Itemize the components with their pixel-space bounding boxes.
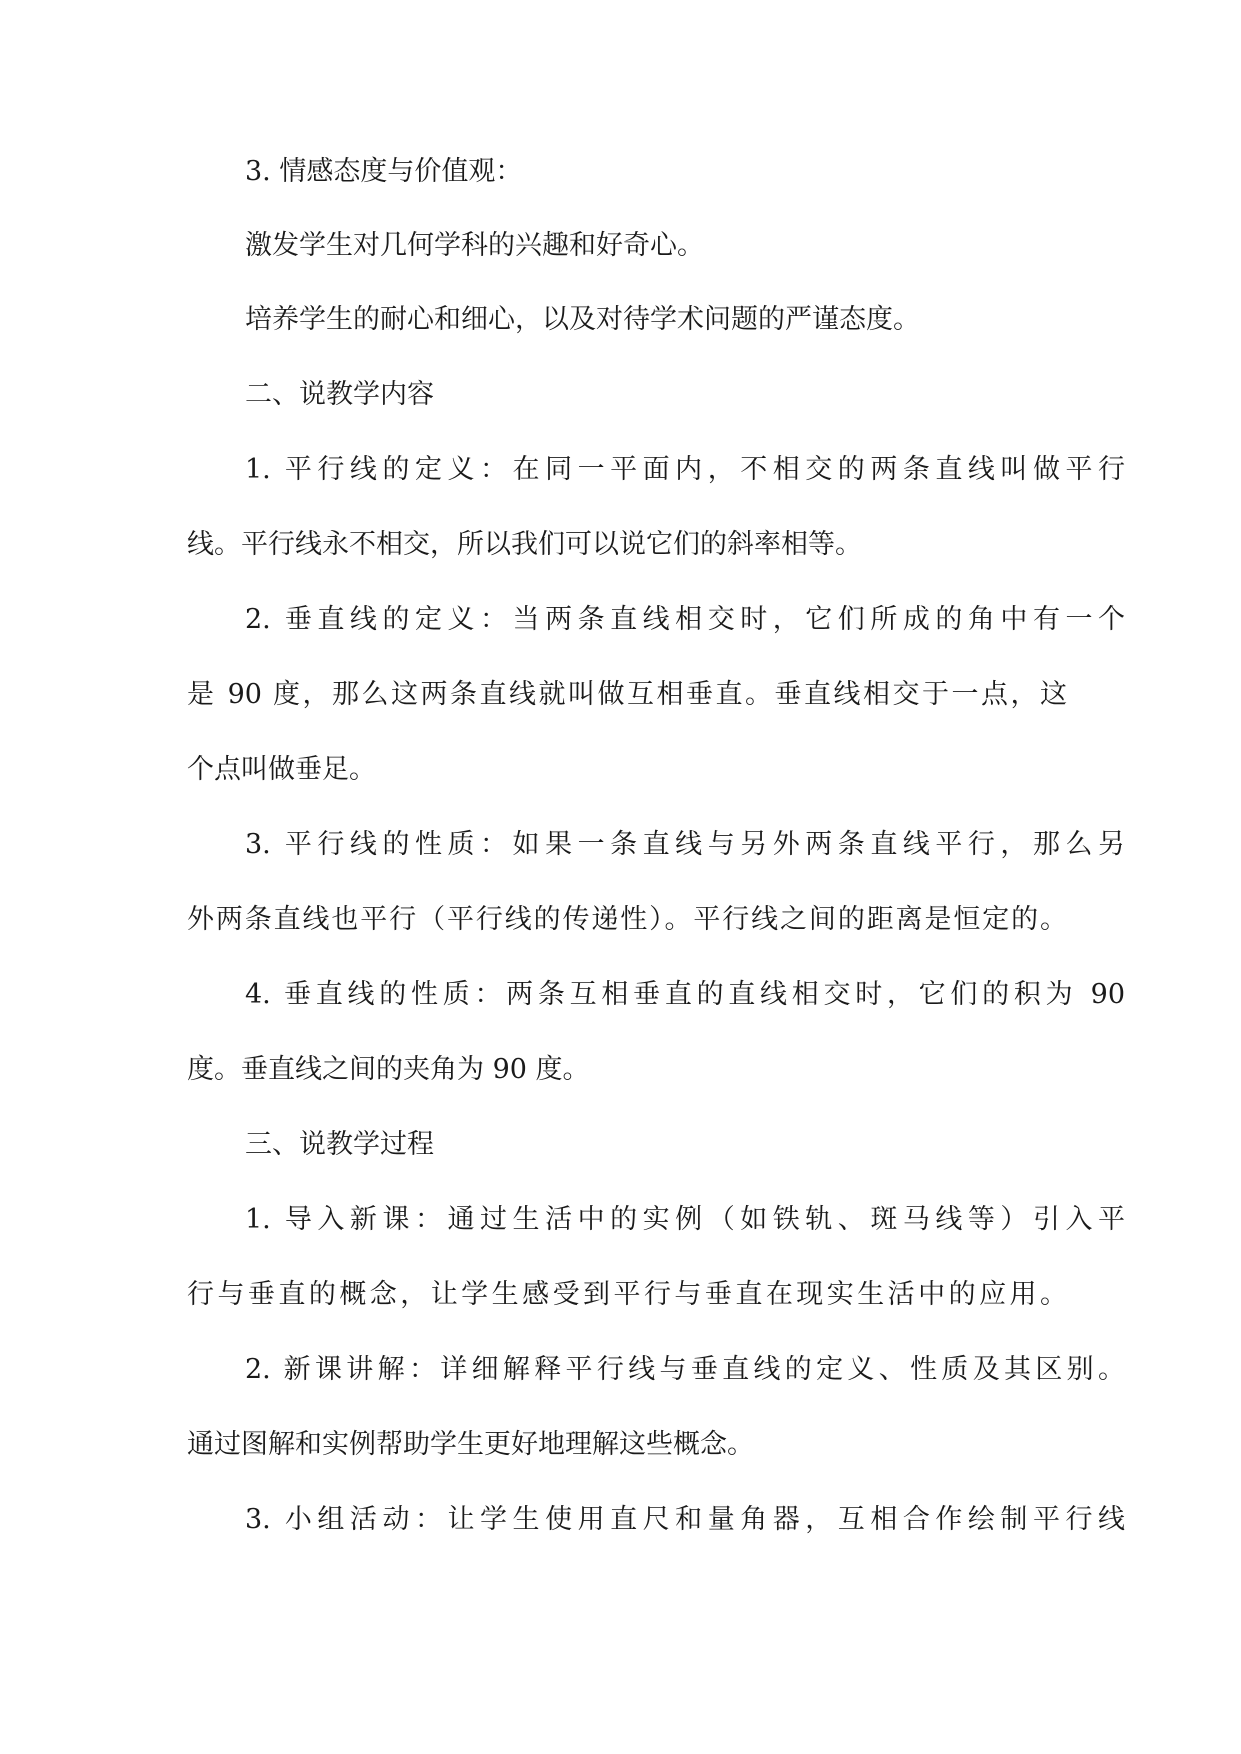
text-line: 是 90 度，那么这两条直线就叫做互相垂直。垂直线相交于一点，这 — [187, 679, 1067, 710]
text-line: 度。垂直线之间的夹角为 90 度。 — [187, 1054, 590, 1085]
text-line: 培养学生的耐心和细心，以及对待学术问题的严谨态度。 — [245, 304, 920, 335]
text-line: 行与垂直的概念，让学生感受到平行与垂直在现实生活中的应用。 — [187, 1279, 1067, 1310]
text-line: 外两条直线也平行（平行线的传递性）。平行线之间的距离是恒定的。 — [187, 904, 1067, 935]
text-line: 3. 平行线的性质：如果一条直线与另外两条直线平行，那么另 — [245, 829, 1125, 860]
text-line: 个点叫做垂足。 — [187, 754, 376, 785]
text-line: 1. 平行线的定义：在同一平面内，不相交的两条直线叫做平行 — [245, 454, 1125, 485]
text-line: 3. 小组活动：让学生使用直尺和量角器，互相合作绘制平行线 — [245, 1504, 1125, 1535]
section-heading: 二、说教学内容 — [245, 379, 434, 410]
text-line: 激发学生对几何学科的兴趣和好奇心。 — [245, 230, 704, 261]
text-line: 2. 新课讲解：详细解释平行线与垂直线的定义、性质及其区别。 — [245, 1354, 1125, 1385]
section-heading: 三、说教学过程 — [245, 1129, 434, 1160]
text-line: 3. 情感态度与价值观： — [245, 156, 523, 187]
text-line: 4. 垂直线的性质：两条互相垂直的直线相交时，它们的积为 90 — [245, 979, 1125, 1010]
text-line: 1. 导入新课：通过生活中的实例（如铁轨、斑马线等）引入平 — [245, 1204, 1125, 1235]
text-line: 通过图解和实例帮助学生更好地理解这些概念。 — [187, 1429, 754, 1460]
text-line: 线。平行线永不相交，所以我们可以说它们的斜率相等。 — [187, 529, 862, 560]
text-line: 2. 垂直线的定义：当两条直线相交时，它们所成的角中有一个 — [245, 604, 1125, 635]
